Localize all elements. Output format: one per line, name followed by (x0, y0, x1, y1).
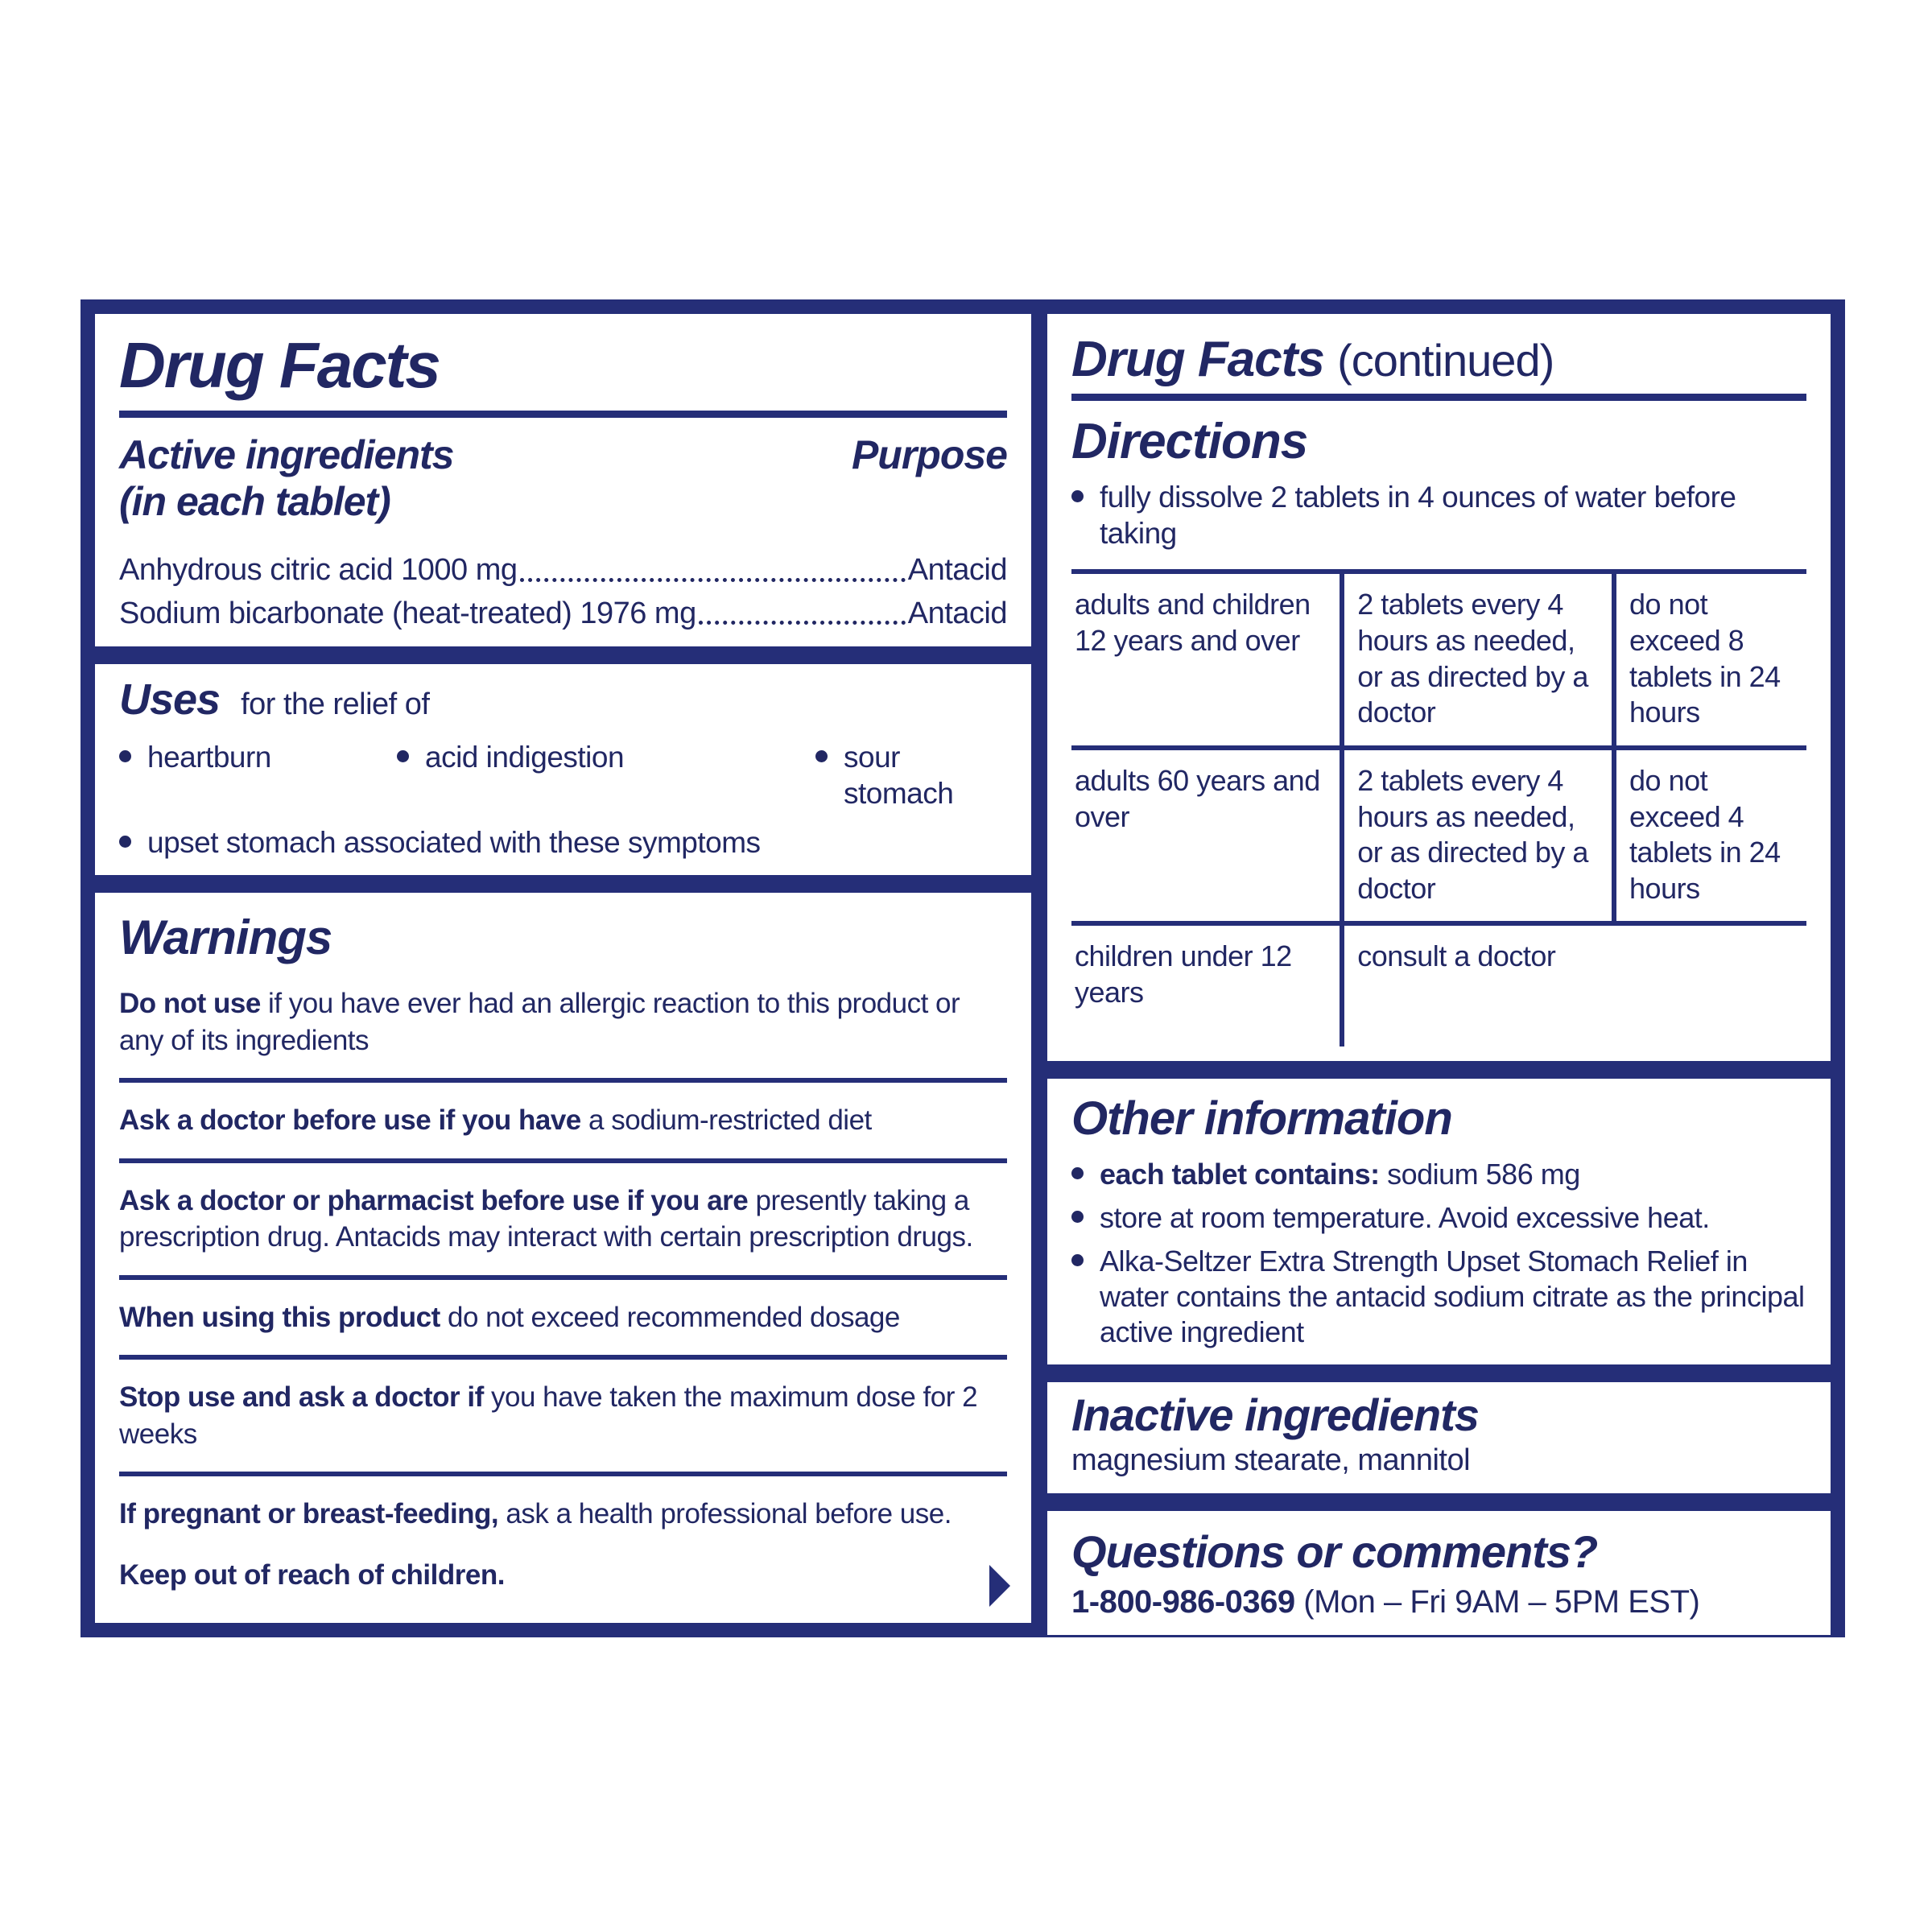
other-info-text: each tablet contains: sodium 586 mg (1100, 1158, 1580, 1191)
ingredient-row (119, 596, 1007, 633)
phone-line (1071, 1584, 1806, 1620)
table-cell-max: do not exceed 8 tablets in 24 hours (1612, 574, 1806, 745)
dosage-table (1071, 569, 1806, 1046)
bullet-icon (1071, 1211, 1084, 1223)
warning-text: ask a health professional before use. (498, 1498, 952, 1530)
table-cell-who: children under 12 years (1075, 939, 1292, 1009)
other-info-text: Alka-Seltzer Extra Strength Upset Stomach Relief in water contains the antacid sodium citrate as the principal active ingredient (1100, 1245, 1805, 1348)
table-cell-dose: consult a doctor (1340, 926, 1806, 1046)
table-row (1071, 574, 1806, 750)
bullet-icon (1071, 1254, 1084, 1266)
warning-bold: Ask a doctor before use if you have (119, 1104, 581, 1137)
warnings-section (95, 893, 1031, 1623)
other-information-section (1047, 1079, 1831, 1364)
table-cell-who: adults 60 years and over (1075, 763, 1320, 833)
warnings-heading: Warnings (119, 910, 332, 965)
drug-facts-title-text: Drug Facts (1071, 332, 1324, 387)
warning-text: a sodium-restricted diet (580, 1104, 872, 1137)
directions-heading: Directions (1071, 414, 1308, 470)
warning-text: do not exceed recommended dosage (440, 1301, 900, 1333)
list-item (119, 739, 397, 811)
table-cell-max: do not exceed 4 tablets in 24 hours (1612, 750, 1806, 922)
uses-bullet-row (119, 739, 1007, 811)
inactive-ingredients-text: magnesium stearate, mannitol (1071, 1443, 1471, 1477)
warning-item (119, 1299, 1007, 1336)
divider (1071, 394, 1806, 401)
active-ingredients-section (95, 314, 1031, 646)
questions-heading: Questions or comments? (1071, 1526, 1598, 1578)
bullet-icon (1071, 1167, 1084, 1179)
warning-bold: Do not use (119, 988, 261, 1020)
list-item (1071, 1157, 1806, 1192)
directions-bullet (1071, 479, 1806, 551)
continued-arrow-icon (989, 1565, 1010, 1607)
warning-text: you have taken the maximum dose for 2 weeks (119, 1381, 978, 1450)
active-ingredients-subheading: (in each tablet) (119, 478, 390, 524)
ingredient-name: Anhydrous citric acid 1000 mg (119, 553, 518, 587)
inactive-ingredients-heading: Inactive ingredients (1071, 1389, 1479, 1440)
table-row (1071, 926, 1806, 1046)
warning-item (119, 1557, 1007, 1594)
ingredient-purpose: Antacid (907, 596, 1007, 630)
warning-bold: If pregnant or breast-feeding, (119, 1498, 499, 1530)
list-item (119, 824, 1007, 861)
bullet-icon (119, 836, 131, 848)
other-information-heading: Other information (1071, 1092, 1452, 1146)
uses-section (95, 664, 1031, 875)
continued-text: (continued) (1337, 335, 1554, 386)
bullet-icon (1071, 490, 1084, 502)
warning-text: if you have ever had an allergic reaction to this product or any of its ingredients (119, 988, 960, 1056)
dotted-leader (520, 578, 906, 582)
phone-number: 1-800-986-0369 (1071, 1584, 1295, 1620)
warning-bold: Stop use and ask a doctor if (119, 1381, 484, 1414)
divider (119, 1275, 1007, 1280)
list-item (397, 739, 815, 811)
table-cell-dose: 2 tablets every 4 hours as needed, or as directed by a doctor (1340, 574, 1612, 745)
ingredient-name: Sodium bicarbonate (heat-treated) 1976 mg (119, 596, 696, 630)
bullet-icon (815, 750, 828, 762)
warning-item (119, 985, 1007, 1059)
warning-bold: When using this product (119, 1301, 440, 1333)
warning-bold: Ask a doctor or pharmacist before use if you are (119, 1184, 749, 1216)
warning-item (119, 1183, 1007, 1256)
list-item (815, 739, 1007, 811)
table-cell-dose: 2 tablets every 4 hours as needed, or as directed by a doctor (1340, 750, 1612, 922)
list-item (1071, 1244, 1806, 1350)
use-label: sour stomach (844, 740, 954, 810)
directions-section (1047, 314, 1831, 1061)
use-label: upset stomach associated with these symptoms (147, 826, 761, 860)
uses-heading: Uses (119, 675, 221, 724)
dotted-leader (699, 621, 906, 625)
divider (119, 1078, 1007, 1083)
bullet-icon (119, 750, 131, 762)
divider (119, 1355, 1007, 1360)
divider (119, 1158, 1007, 1163)
ingredient-purpose: Antacid (907, 553, 1007, 587)
table-cell-who: adults and children 12 years and over (1075, 588, 1311, 658)
inactive-ingredients-section (1047, 1382, 1831, 1493)
drug-facts-title: Drug Facts (119, 329, 440, 401)
warning-item (119, 1496, 1007, 1533)
directions-text: fully dissolve 2 tablets in 4 ounces of water before taking (1100, 481, 1736, 551)
left-column (95, 314, 1031, 1623)
divider (119, 411, 1007, 418)
phone-hours: (Mon – Fri 9AM – 5PM EST) (1294, 1584, 1700, 1620)
active-ingredients-heading: Active ingredients (119, 432, 454, 477)
uses-intro: for the relief of (241, 687, 430, 722)
warning-text: presently taking a prescription drug. Antacids may interact with certain prescription drugs. (119, 1184, 973, 1253)
use-label: heartburn (147, 740, 271, 774)
use-label: acid indigestion (425, 740, 625, 774)
right-column (1047, 314, 1831, 1623)
bullet-icon (397, 750, 409, 762)
warning-bold: Keep out of reach of children. (119, 1558, 505, 1591)
warning-item (119, 1102, 1007, 1139)
ingredient-row (119, 552, 1007, 589)
divider (119, 1472, 1007, 1476)
other-info-bold: each tablet contains: (1100, 1158, 1380, 1191)
other-info-text: store at room temperature. Avoid excessive heat. (1100, 1201, 1710, 1235)
questions-section (1047, 1511, 1831, 1635)
warning-item (119, 1379, 1007, 1452)
drug-facts-continued-title (1071, 333, 1806, 386)
list-item (1071, 1200, 1806, 1236)
table-row (1071, 750, 1806, 927)
purpose-heading: Purpose (851, 432, 1007, 477)
drug-facts-label (80, 299, 1845, 1637)
